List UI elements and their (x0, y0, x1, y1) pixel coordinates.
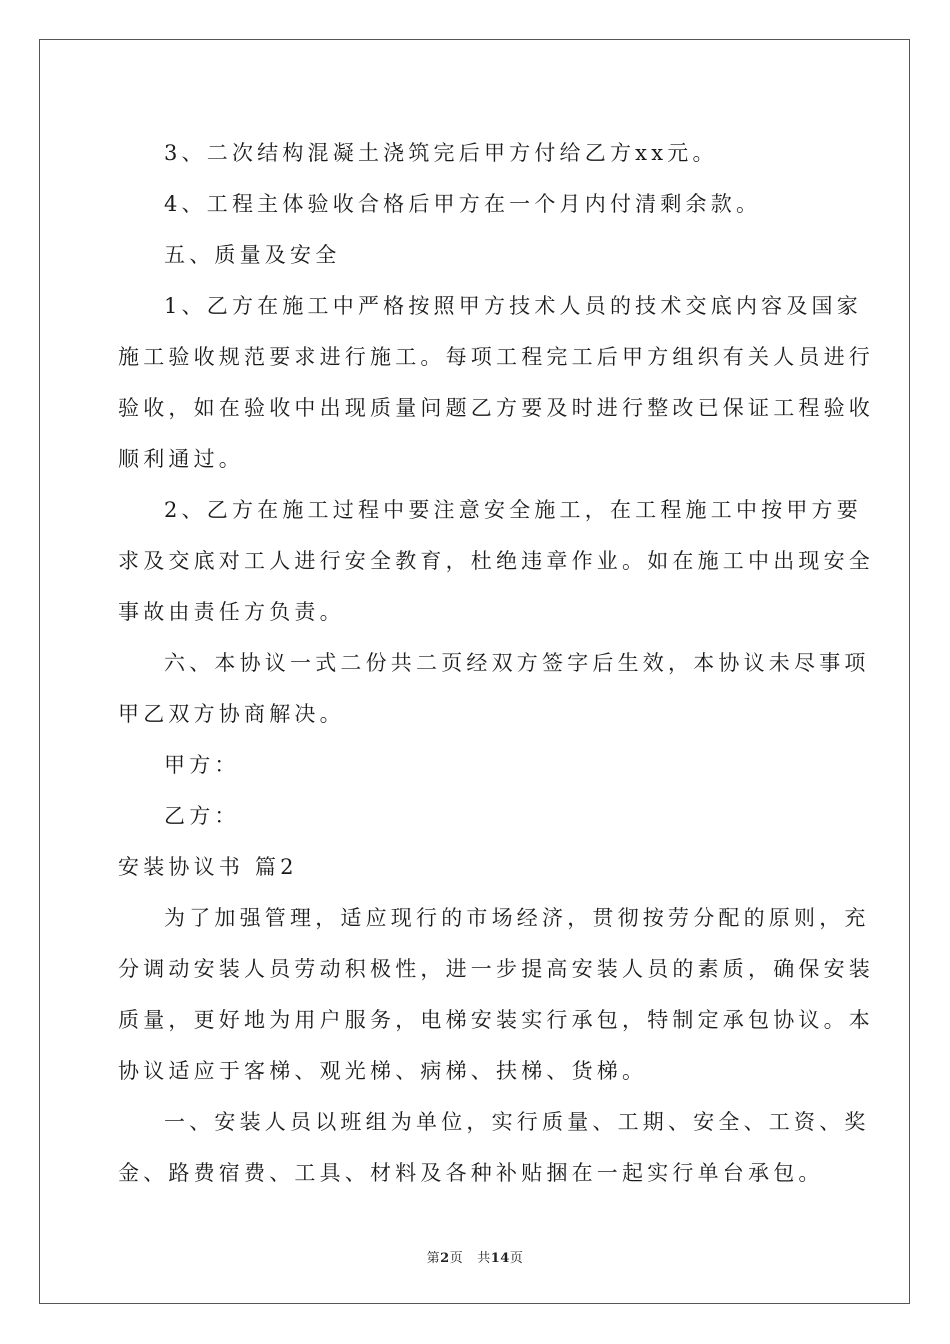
text-line: 协议适应于客梯、观光梯、病梯、扶梯、货梯。 (118, 1059, 648, 1083)
text-line: 分调动安装人员劳动积极性，进一步提高安装人员的素质，确保安装 (118, 957, 874, 981)
text-line: 质量，更好地为用户服务，电梯安装实行承包，特制定承包协议。本 (118, 1008, 874, 1032)
document-body (118, 128, 874, 1199)
text-line: 求及交底对工人进行安全教育，杜绝违章作业。如在施工中出现安全 (118, 549, 874, 573)
text-line: 事故由责任方负责。 (118, 600, 345, 624)
footer-page-suffix: 页 (449, 1251, 464, 1266)
text-line: 4、工程主体验收合格后甲方在一个月内付清剩余款。 (164, 192, 762, 216)
text-line: 甲乙双方协商解决。 (118, 702, 345, 726)
text-line: 六、本协议一式二份共二页经双方签字后生效，本协议未尽事项 (164, 651, 870, 675)
text-line: 2、乙方在施工过程中要注意安全施工，在工程施工中按甲方要 (164, 498, 862, 522)
footer-total-suffix: 页 (509, 1251, 524, 1266)
footer-page-prefix: 第 (426, 1251, 441, 1266)
text-line: 乙方： (164, 804, 240, 828)
text-line: 甲方： (164, 753, 240, 777)
text-line: 施工验收规范要求进行施工。每项工程完工后甲方组织有关人员进行 (118, 345, 874, 369)
footer-total-pages: 14 (490, 1251, 510, 1266)
text-line: 金、路费宿费、工具、材料及各种补贴捆在一起实行单台承包。 (118, 1161, 824, 1185)
text-line: 3、二次结构混凝土浇筑完后甲方付给乙方xx元。 (164, 141, 718, 165)
text-line: 1、乙方在施工中严格按照甲方技术人员的技术交底内容及国家 (164, 294, 862, 318)
page-footer (0, 1247, 950, 1266)
text-line: 安装协议书 篇2 (118, 855, 298, 879)
text-line: 验收，如在验收中出现质量问题乙方要及时进行整改已保证工程验收 (118, 396, 874, 420)
footer-current-page: 2 (440, 1251, 450, 1266)
footer-total-prefix: 共 (477, 1251, 491, 1266)
text-line: 五、质量及安全 (164, 243, 341, 267)
text-line: 一、安装人员以班组为单位，实行质量、工期、安全、工资、奖 (164, 1110, 870, 1134)
text-line: 为了加强管理，适应现行的市场经济，贯彻按劳分配的原则，充 (164, 906, 870, 930)
text-line: 顺利通过。 (118, 447, 244, 471)
